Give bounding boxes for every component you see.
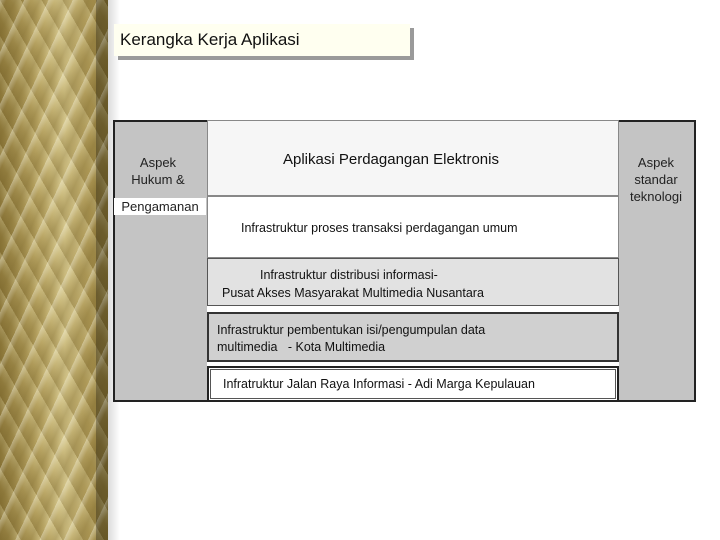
layer-highway-text: Infratruktur Jalan Raya Informasi - Adi Marga Kepulauan xyxy=(223,377,535,391)
legal-label-line2: Hukum & xyxy=(131,172,185,187)
tech-label-line2: standar xyxy=(634,172,678,187)
slide-title-text: Kerangka Kerja Aplikasi xyxy=(120,30,300,49)
layer-application-text: Aplikasi Perdagangan Elektronis xyxy=(283,151,499,168)
layer-content-text-2: multimedia - Kota Multimedia xyxy=(217,340,386,354)
legal-label-line1: Aspek xyxy=(139,155,177,170)
layer-transaction-text: Infrastruktur proses transaksi perdagangan umum xyxy=(241,221,518,235)
marble-pillar-decoration xyxy=(0,0,108,540)
tech-label-line3: teknologi xyxy=(629,189,683,204)
layer-distribution-text-2: Pusat Akses Masyarakat Multimedia Nusantara xyxy=(222,286,484,300)
tech-label-line1: Aspek xyxy=(637,155,675,170)
layer-content-text-1: Infrastruktur pembentukan isi/pengumpulan data xyxy=(217,323,486,337)
layer-distribution-text-1: Infrastruktur distribusi informasi- xyxy=(260,268,438,282)
slide-title xyxy=(114,24,410,56)
legal-label-line3: Pengamanan xyxy=(114,198,206,215)
